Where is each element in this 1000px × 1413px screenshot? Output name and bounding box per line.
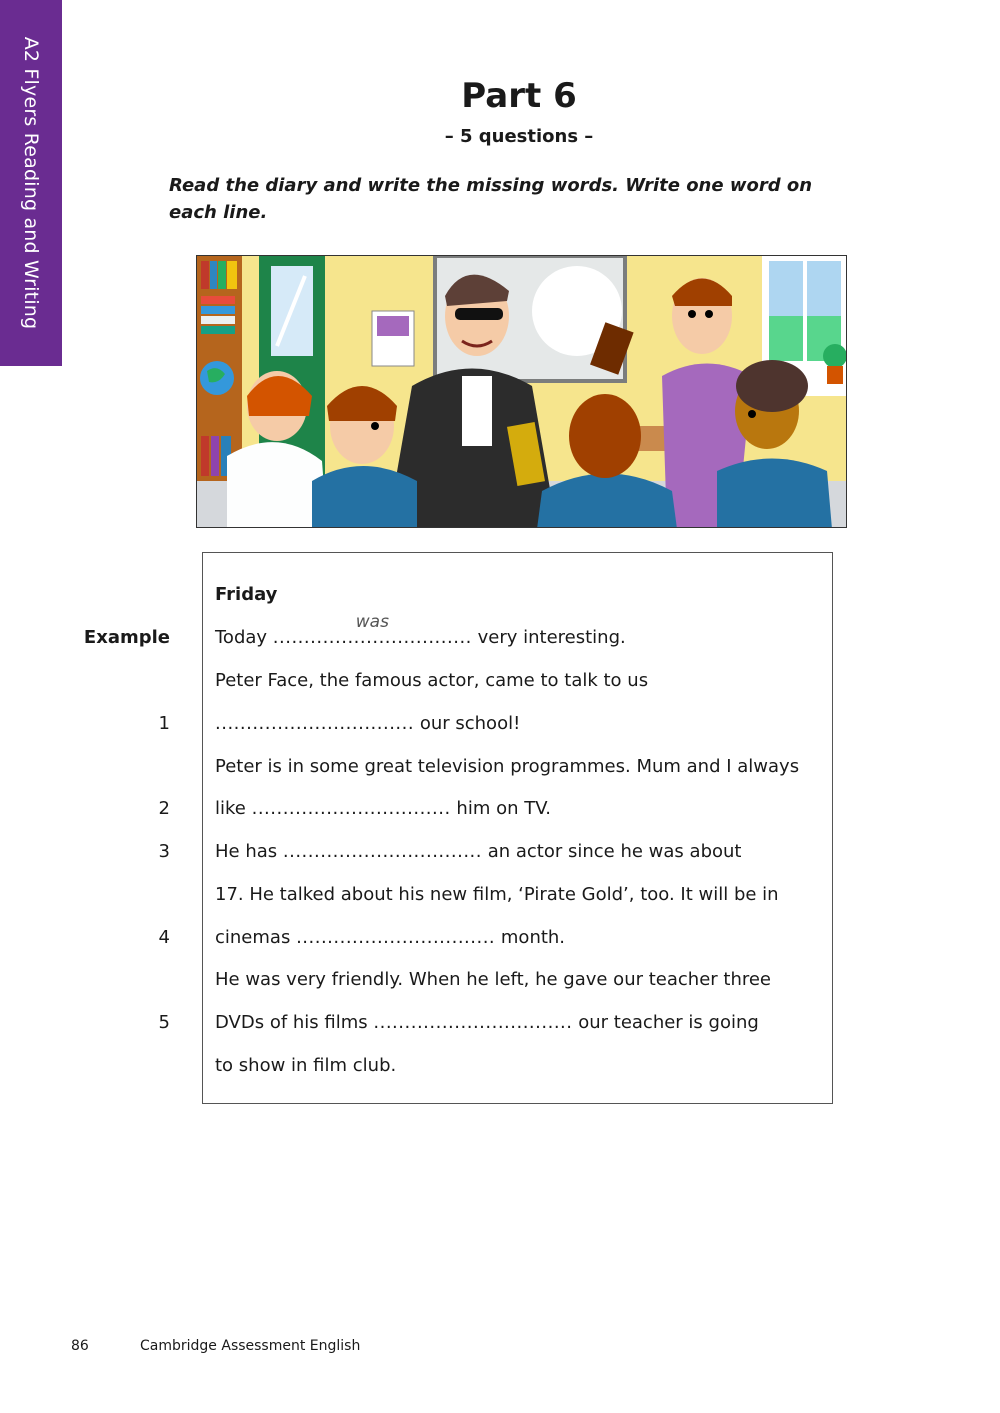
side-tab <box>0 0 62 366</box>
instruction-text: Read the diary and write the missing words. Write one word on each line. <box>169 175 813 223</box>
example-label: Example <box>83 627 170 648</box>
answer-blank-2[interactable]: ................................ <box>251 798 451 819</box>
example-dots: ................................ <box>272 627 472 648</box>
diary-day: Friday <box>215 584 278 605</box>
text-after: our school! <box>419 713 521 734</box>
example-after: very interesting. <box>477 627 626 648</box>
text-before: 17. He talked about his new film, ‘Pirate Gold’, too. It will be in <box>215 884 779 905</box>
page-subtitle: – 5 questions – <box>444 126 594 147</box>
text-before: Peter Face, the famous actor, came to talk to us <box>215 670 649 691</box>
diary-text <box>215 713 520 734</box>
text-after: him on TV. <box>456 798 551 819</box>
diary-line <box>0 835 1000 878</box>
question-number: 5 <box>158 1012 170 1033</box>
text-before: Peter is in some great television programmes. Mum and I always <box>215 756 800 777</box>
diary-heading-row <box>0 578 1000 621</box>
classroom-scene <box>197 256 847 528</box>
diary-text <box>215 841 741 862</box>
example-blank <box>272 612 472 648</box>
diary-text <box>215 969 771 990</box>
diary-text <box>215 1012 759 1033</box>
text-after: our teacher is going <box>578 1012 759 1033</box>
page-title: Part 6 <box>461 76 577 116</box>
page-number: 86 <box>71 1338 89 1354</box>
diary-line <box>0 1049 1000 1092</box>
classroom-illustration <box>196 255 847 528</box>
publisher-name: Cambridge Assessment English <box>140 1338 361 1354</box>
example-row <box>0 612 1000 664</box>
diary-text <box>215 1055 396 1076</box>
diary-line <box>0 664 1000 707</box>
question-number: 3 <box>158 841 170 862</box>
example-before: Today <box>215 627 268 648</box>
text-before: cinemas <box>215 927 291 948</box>
question-number: 1 <box>158 713 170 734</box>
side-tab-label: A2 Flyers Reading and Writing <box>20 36 42 330</box>
diary-line <box>0 921 1000 964</box>
diary-text <box>215 798 551 819</box>
diary-text <box>215 756 799 777</box>
text-before: like <box>215 798 246 819</box>
question-number: 2 <box>158 798 170 819</box>
diary-text <box>215 884 779 905</box>
question-number: 4 <box>158 927 170 948</box>
text-before: He has <box>215 841 278 862</box>
text-after: month. <box>500 927 566 948</box>
answer-blank-1[interactable]: ................................ <box>215 713 415 734</box>
diary-line <box>0 707 1000 750</box>
diary-line <box>0 963 1000 1006</box>
diary-text <box>215 670 648 691</box>
diary-line <box>0 1006 1000 1049</box>
diary-line <box>0 792 1000 835</box>
text-before: to show in film club. <box>215 1055 397 1076</box>
diary-text <box>215 927 565 948</box>
text-before: DVDs of his films <box>215 1012 368 1033</box>
answer-blank-5[interactable]: ................................ <box>373 1012 573 1033</box>
answer-blank-3[interactable]: ................................ <box>282 841 482 862</box>
answer-blank-4[interactable]: ................................ <box>296 927 496 948</box>
text-before: He was very friendly. When he left, he gave our teacher three <box>215 969 772 990</box>
example-line <box>215 612 626 648</box>
diary-line <box>0 878 1000 921</box>
text-after: an actor since he was about <box>487 841 742 862</box>
example-answer: was <box>355 612 389 632</box>
diary-line <box>0 750 1000 793</box>
